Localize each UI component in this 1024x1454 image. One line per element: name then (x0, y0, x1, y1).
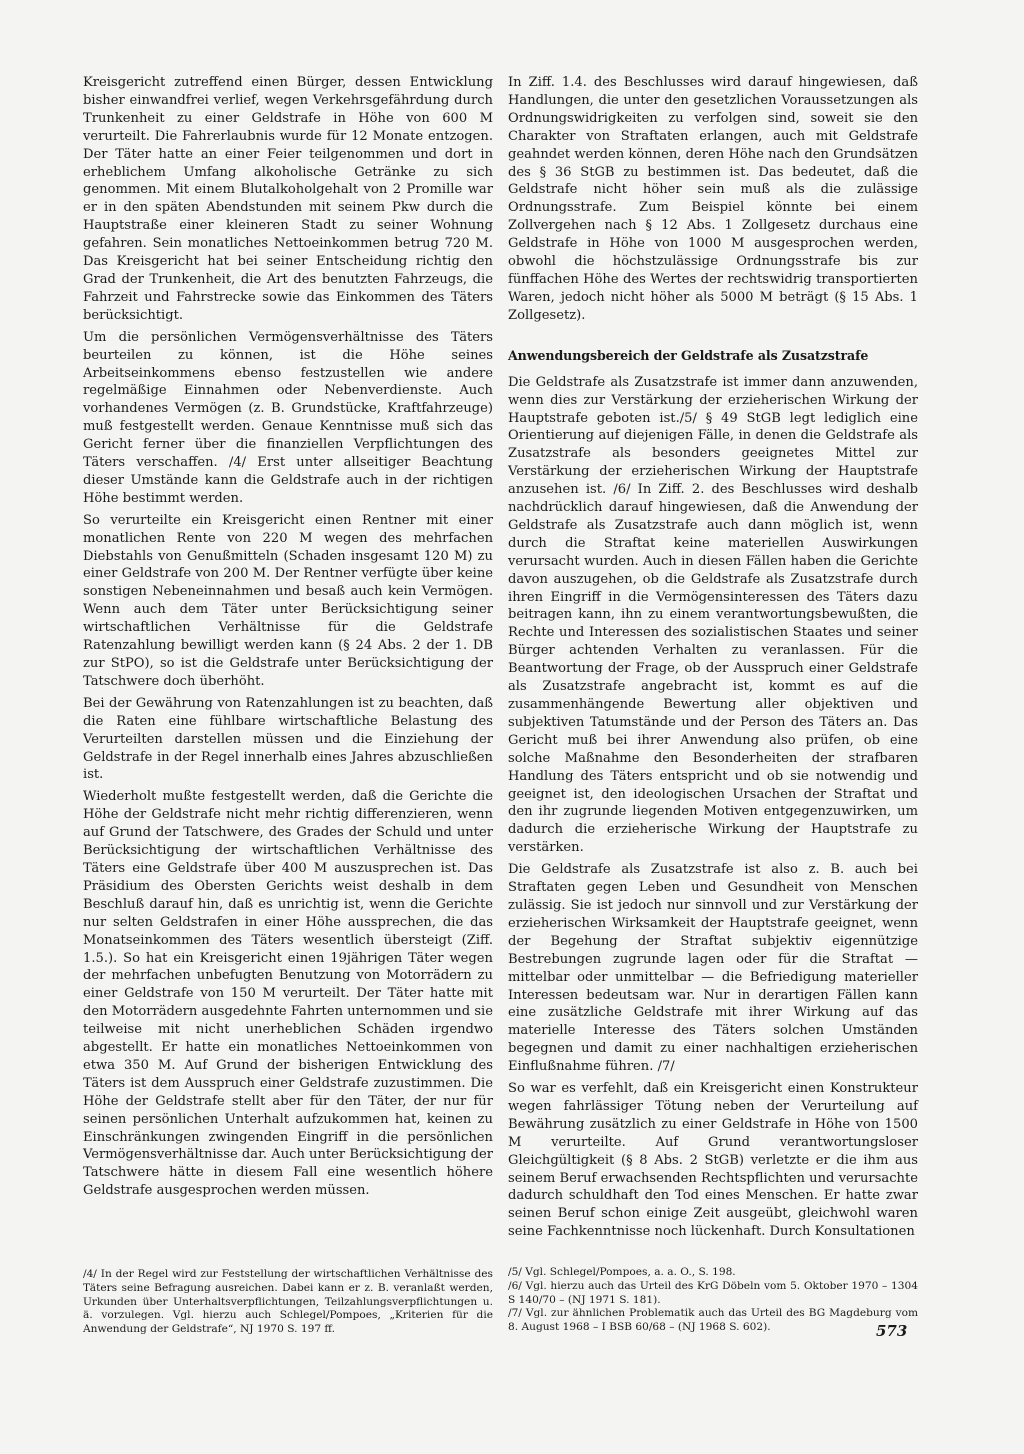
right-column (508, 74, 918, 1245)
paragraph: Um die persönlichen Vermögensverhältnisse des Täters beurteilen zu können, ist die Höhe seines Arbeitseinkommens ebenso festzustellen wie andere regelmäßige Einnahmen oder Nebenverdienste. Auch vorhandenes Vermögen (z. B. Grundstücke, Kraftfahrzeuge) muß festgestellt werden. Genaue Kenntnisse muß sich das Gericht ferner über die finanziellen Verpflichtungen des Täters verschaffen. /4/ Erst unter allseitiger Beachtung dieser Umstände kann die Geldstrafe auch in der richtigen Höhe bestimmt werden. (83, 329, 493, 506)
footnote: /5/ Vgl. Schlegel/Pompoes, a. a. O., S. 198. (508, 1266, 736, 1278)
paragraph: Die Geldstrafe als Zusatzstrafe ist immer dann anzuwenden, wenn dies zur Verstärkung der erzieherischen Wirkung der Hauptstrafe geboten ist./5/ § 49 StGB legt lediglich eine Orientierung auf diejenigen Fälle, in denen die Geldstrafe als Zusatzstrafe als besonders geeignetes Mittel zur Verstärkung der erzieherischen Wirkung der Hauptstrafe anzusehen ist. /6/ In Ziff. 2. des Beschlusses wird deshalb nachdrücklich darauf hingewiesen, daß die Anwendung der Geldstrafe als Zusatzstrafe auch dann möglich ist, wenn durch die Straftat keine materiellen Auswirkungen verursacht wurden. Auch in diesen Fällen haben die Gerichte davon auszugehen, ob die Geldstrafe als Zusatzstrafe durch ihren Eingriff in die Vermögensinteressen des Täters dazu beitragen kann, ihn zu einem verantwortungsbewußten, die Rechte und Interessen des sozialistischen Staates und seiner Bürger achtenden Verhalten zu veranlassen. Für die Beantwortung der Frage, ob der Ausspruch einer Geldstrafe als Zusatzstrafe angebracht ist, kommt es auf die zusammenhängende Bewertung aller objektiven und subjektiven Tatumstände und der Person des Täters an. Das Gericht muß bei ihrer Anwendung also prüfen, ob eine solche Maßnahme den Besonderheiten der strafbaren Handlung des Täters entspricht und ob sie notwendig und geeignet ist, den ideologischen Ursachen der Straftat und den ihr zugrunde liegenden Motiven entgegenzuwirken, um dadurch die erzieherische Wirkung der Hauptstrafe zu verstärken. (508, 374, 918, 856)
paragraph: So war es verfehlt, daß ein Kreisgericht einen Konstrukteur wegen fahrlässiger Tötung neben der Verurteilung auf Bewährung zusätzlich zu einer Geldstrafe in Höhe von 1500 M verurteilte. Auf Grund verantwortungsloser Gleichgültigkeit (§ 8 Abs. 2 StGB) verletzte er die ihm aus seinem Beruf erwachsenden Rechtspflichten und verursachte dadurch schuldhaft den Tod eines Menschen. Er hatte zwar seinen Beruf schon einige Zeit ausgeübt, gleichwohl waren seine Fachkenntnisse noch lückenhaft. Durch Konsultationen (508, 1081, 918, 1240)
paragraph: Bei der Gewährung von Ratenzahlungen ist zu beachten, daß die Raten eine fühlbare wirtschaftliche Belastung des Verurteilten darstellen müssen und die Einziehung der Geldstrafe in der Regel innerhalb eines Jahres abzuschließen ist. (83, 695, 493, 783)
paragraph: So verurteilte ein Kreisgericht einen Rentner mit einer monatlichen Rente von 220 M wegen des mehrfachen Diebstahls von Genußmitteln (Schaden insgesamt 120 M) zu einer Geldstrafe von 200 M. Der Rentner verfügte über keine sonstigen Nebeneinnahmen und besaß auch kein Vermögen. Wenn auch dem Täter unter Berücksichtigung seiner wirtschaftlichen Verhältnisse für die Geldstrafe Ratenzahlung bewilligt werden kann (§ 24 Abs. 2 der 1. DB zur StPO), so ist die Geldstrafe unter Berücksichtigung der Tatschwere doch überhöht. (83, 512, 493, 689)
left-column (83, 74, 493, 1204)
footnotes-left (83, 1268, 493, 1337)
paragraph: Wiederholt mußte festgestellt werden, daß die Gerichte die Höhe der Geldstrafe nicht mehr richtig differenzieren, wenn auf Grund der Tatschwere, des Grades der Schuld und unter Berücksichtigung der wirtschaftlichen Verhältnisse des Täters eine Geldstrafe über 400 M auszusprechen ist. Das Präsidium des Obersten Gerichts weist deshalb in dem Beschluß darauf hin, daß es unrichtig ist, wenn die Gerichte nur selten Geldstrafen in einer Höhe aussprechen, die das Monatseinkommen des Täters wesentlich übersteigt (Ziff. 1.5.). So hat ein Kreisgericht einen 19jährigen Täter wegen der mehrfachen unbefugten Benutzung von Motorrädern zu einer Geldstrafe von 150 M verurteilt. Der Täter hatte mit den Motorrädern ausgedehnte Fahrten unternommen und sie teilweise mit nicht unerheblichen Schäden irgendwo abgestellt. Er hatte ein monatliches Nettoeinkommen von etwa 350 M. Auf Grund der bisherigen Entwicklung des Täters ist dem Ausspruch einer Geldstrafe zuzustimmen. Die Höhe der Geldstrafe stellt aber für den Täter, der nur für seinen persönlichen Unterhalt aufzukommen hat, keinen zu Einschränkungen zwingenden Eingriff in die persönlichen Vermögensverhältnisse dar. Auch unter Berücksichtigung der Tatschwere hätte in diesem Fall eine wesentlich höhere Geldstrafe ausgesprochen werden müssen. (83, 789, 493, 1199)
footnote: /6/ Vgl. hierzu auch das Urteil des KrG Döbeln vom 5. Oktober 1970 – 1304 S 140/70 – (NJ 1971 S. 181). (508, 1279, 918, 1306)
footnote: /7/ Vgl. zur ähnlichen Problematik auch das Urteil des BG Magdeburg vom 8. August 1968 – I BSB 60/68 – (NJ 1968 S. 602). (508, 1307, 918, 1334)
paragraph: In Ziff. 1.4. des Beschlusses wird darauf hingewiesen, daß Handlungen, die unter den gesetzlichen Voraussetzungen als Ordnungswidrigkeiten zu verfolgen sind, soweit sie den Charakter von Straftaten erlangen, auch mit Geldstrafe geahndet werden können, deren Höhe nach den Grundsätzen des § 36 StGB zu bestimmen ist. Das bedeutet, daß die Geldstrafe nicht höher sein muß als die zulässige Ordnungsstrafe. Zum Beispiel könnte bei einem Zollvergehen nach § 12 Abs. 1 Zollgesetz durchaus eine Geldstrafe in Höhe von 1000 M ausgesprochen werden, obwohl die höchstzulässige Ordnungsstrafe bis zur fünffachen Höhe des Wertes der rechtswidrig transportierten Waren, jedoch nicht höher als 5000 M beträgt (§ 15 Abs. 1 Zollgesetz). (508, 75, 918, 323)
paragraph: Kreisgericht zutreffend einen Bürger, dessen Entwicklung bisher einwandfrei verlief, wegen Verkehrsgefährdung durch Trunkenheit zu einer Geldstrafe in Höhe von 600 M verurteilt. Die Fahrerlaubnis wurde für 12 Monate entzogen. Der Täter hatte an einer Feier teilgenommen und dort in erheblichem Umfang alkoholische Getränke zu sich genommen. Mit einem Blutalkoholgehalt von 2 Promille war er in den späten Abendstunden mit seinem Pkw durch die Hauptstraße einer kleineren Stadt zu seiner Wohnung gefahren. Sein monatliches Nettoeinkommen betrug 720 M. Das Kreisgericht hat bei seiner Entscheidung richtig den Grad der Trunkenheit, die Art des benutzten Fahrzeugs, die Fahrzeit und Fahrstrecke sowie das Einkommen des Täters berücksichtigt. (83, 75, 493, 323)
paragraph: Die Geldstrafe als Zusatzstrafe ist also z. B. auch bei Straftaten gegen Leben und Gesundheit von Menschen zulässig. Sie ist jedoch nur sinnvoll und zur Verstärkung der erzieherischen Wirksamkeit der Hauptstrafe geeignet, wenn der Begehung der Straftat subjektiv eigennützige Bestrebungen zugrunde lagen oder für die Straftat — mittelbar oder unmittelbar — die Befriedigung materieller Interessen bedeutsam war. Nur in derartigen Fällen kann eine zusätzliche Geldstrafe mit ihrer Wirkung auf das materielle Interesse des Täters solchen Umständen begegnen und damit zu einer nachhaltigen erzieherischen Einflußnahme führen. /7/ (508, 862, 918, 1075)
footnote: /4/ In der Regel wird zur Feststellung der wirtschaftlichen Verhältnisse des Täters seine Befragung ausreichen. Dabei kann er z. B. veranlaßt werden, Urkunden über Unterhaltsverpflichtungen, Teilzahlungsverpflichtungen u. ä. vorzulegen. Vgl. hierzu auch Schlegel/Pompoes, „Kriterien für die Anwendung der Geldstrafe“, NJ 1970 S. 197 ff. (83, 1268, 493, 1336)
section-heading: Anwendungsbereich der Geldstrafe als Zusatzstrafe (508, 347, 869, 363)
page-number: 573 (876, 1322, 908, 1340)
footnotes-right (508, 1266, 918, 1335)
